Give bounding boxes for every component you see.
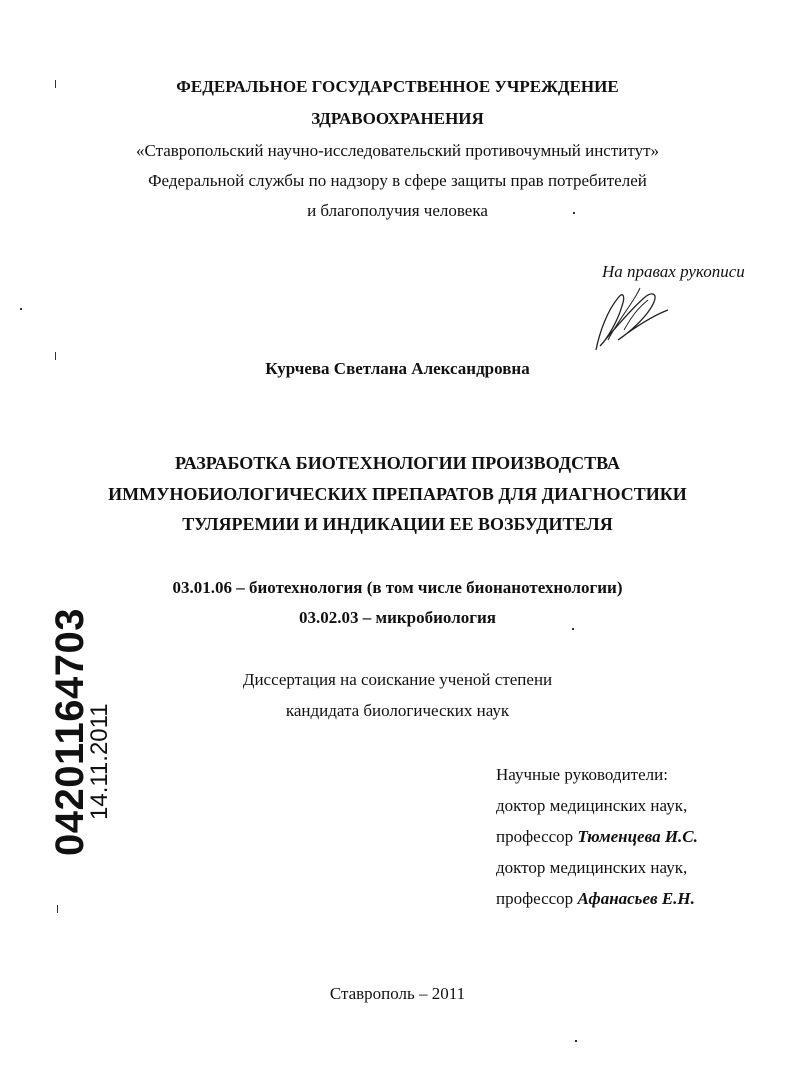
degree-line1: Диссертация на соискание ученой степени bbox=[242, 670, 553, 689]
city-year-footer: Ставрополь – 2011 bbox=[329, 984, 466, 1003]
scan-speck bbox=[57, 905, 58, 913]
specialty-microbiology: 03.02.03 – микробиология bbox=[299, 608, 496, 627]
specialty-biotechnology: 03.01.06 – биотехнология (в том числе бионанотехнологии) bbox=[172, 578, 623, 597]
dissertation-title-line1: РАЗРАБОТКА БИОТЕХНОЛОГИИ ПРОИЗВОДСТВА bbox=[175, 453, 620, 473]
supervisor1-name: Тюменцева И.С. bbox=[577, 827, 698, 846]
dissertation-title-line2: ИММУНОБИОЛОГИЧЕСКИХ ПРЕПАРАТОВ ДЛЯ ДИАГНОСТИКИ bbox=[108, 484, 687, 504]
degree-line2: кандидата биологических наук bbox=[285, 701, 510, 720]
scan-speck bbox=[572, 628, 574, 630]
institution-title-line1: ФЕДЕРАЛЬНОЕ ГОСУДАРСТВЕННОЕ УЧРЕЖДЕНИЕ bbox=[176, 77, 619, 96]
author-name: Курчева Светлана Александровна bbox=[265, 359, 530, 378]
institution-title-line2: ЗДРАВООХРАНЕНИЯ bbox=[311, 109, 484, 128]
scan-speck bbox=[575, 1040, 577, 1042]
scan-speck bbox=[20, 308, 22, 310]
supervisor1-degree: доктор медицинских наук, bbox=[496, 796, 688, 815]
manuscript-rights-note: На правах рукописи bbox=[602, 262, 745, 281]
supervisor1-prefix: профессор bbox=[496, 827, 574, 846]
supervisor2-line bbox=[496, 888, 695, 910]
library-stamp bbox=[12, 608, 113, 880]
dissertation-title-line3: ТУЛЯРЕМИИ И ИНДИКАЦИИ ЕЕ ВОЗБУДИТЕЛЯ bbox=[182, 514, 613, 534]
stamp-number: 04201164703 bbox=[48, 608, 92, 856]
supervisors-heading: Научные руководители: bbox=[496, 765, 668, 784]
supervisor1-line bbox=[496, 826, 698, 848]
supervisor2-degree: доктор медицинских наук, bbox=[496, 858, 688, 877]
signature-image bbox=[578, 280, 678, 358]
supervisor2-name: Афанасьев Е.Н. bbox=[577, 889, 695, 908]
scan-speck bbox=[55, 80, 56, 88]
stamp-date: 14.11.2011 bbox=[86, 703, 113, 820]
supervisor2-prefix: профессор bbox=[496, 889, 574, 908]
scan-speck bbox=[573, 212, 575, 214]
scan-speck bbox=[55, 352, 56, 360]
federal-service-line2: и благополучия человека bbox=[307, 201, 488, 220]
institute-name: «Ставропольский научно-исследовательский противочумный институт» bbox=[135, 141, 659, 160]
federal-service-line: Федеральной службы по надзору в сфере защиты прав потребителей bbox=[148, 171, 647, 190]
